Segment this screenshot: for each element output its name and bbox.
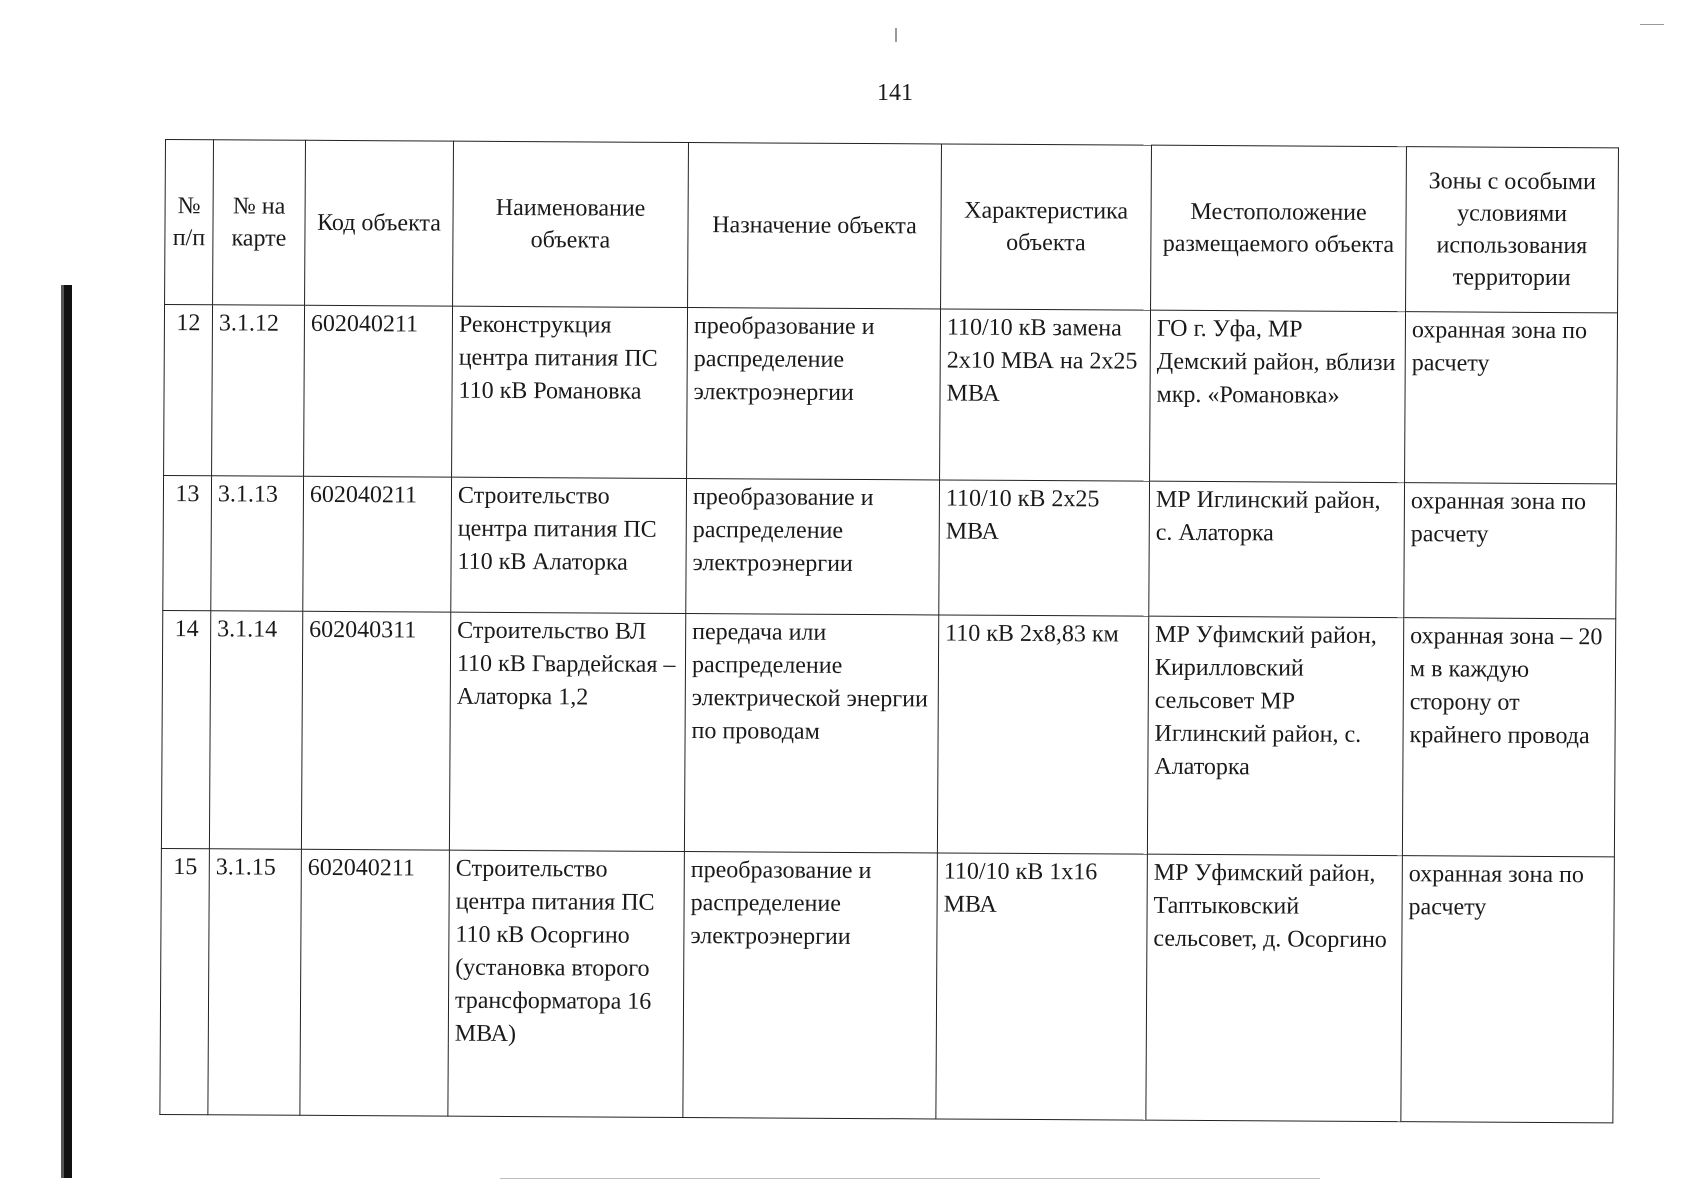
scan-edge-line (61, 285, 64, 1178)
cell-characteristics: 110/10 кВ замена 2х10 МВА на 2х25 МВА (940, 309, 1151, 481)
table-row (160, 848, 1615, 1122)
cell-zones: охранная зона по расчету (1401, 856, 1615, 1123)
cell-purpose: преобразование и распределение электроэнергии (683, 852, 938, 1119)
table-header-row (165, 140, 1619, 313)
cell-code: 602040211 (303, 476, 452, 612)
cell-name: Строительство центра питания ПС 110 кВ Алаторка (451, 477, 687, 613)
header-code: Код объекта (305, 140, 454, 306)
cell-name: Реконструкция центра питания ПС 110 кВ Романовка (452, 306, 688, 478)
header-num: № п/п (165, 140, 214, 305)
cell-zones: охранная зона по расчету (1405, 312, 1618, 484)
table-row (161, 610, 1615, 856)
cell-zones: охранная зона по расчету (1404, 483, 1617, 619)
cell-characteristics: 110/10 кВ 2х25 МВА (939, 480, 1150, 616)
scan-speck (1640, 24, 1664, 25)
cell-name: Строительство ВЛ 110 кВ Гвардейская – Алаторка 1,2 (449, 612, 685, 851)
table-row (163, 475, 1617, 618)
cell-characteristics: 110/10 кВ 1х16 МВА (936, 853, 1148, 1120)
cell-location: МР Уфимский район, Таптыковский сельсовет, д. Осоргино (1146, 854, 1403, 1121)
cell-map-no: 3.1.13 (211, 476, 304, 612)
objects-table-wrapper (159, 139, 1618, 1123)
page-number: 141 (877, 80, 913, 106)
header-name: Наименование объекта (453, 141, 689, 307)
header-characteristics: Характеристика объекта (941, 144, 1152, 310)
header-location: Местоположение размещаемого объекта (1151, 145, 1407, 311)
cell-code: 602040311 (301, 611, 450, 850)
cell-map-no: 3.1.15 (208, 849, 302, 1116)
cell-zones: охранная зона – 20 м в каждую сторону от крайнего провода (1402, 618, 1615, 857)
cell-map-no: 3.1.14 (209, 611, 302, 850)
cell-purpose: преобразование и распределение электроэнергии (686, 479, 940, 615)
cell-purpose: преобразование и распределение электроэнергии (687, 308, 941, 480)
cell-location: ГО г. Уфа, МР Демский район, вблизи мкр. «Романовка» (1150, 310, 1406, 482)
cell-num: 15 (160, 848, 210, 1114)
cell-location: МР Уфимский район, Кирилловский сельсовет МР Иглинский район, с. Алаторка (1147, 616, 1403, 855)
cell-characteristics: 110 кВ 2х8,83 км (937, 615, 1148, 854)
header-zones: Зоны с особыми условиями использования территории (1406, 147, 1619, 313)
scan-bottom-line (500, 1178, 1320, 1179)
header-purpose: Назначение объекта (688, 143, 942, 309)
cell-name: Строительство центра питания ПС 110 кВ Осоргино (установка второго трансформатора 16 МВА) (448, 850, 685, 1117)
objects-table (159, 139, 1619, 1123)
cell-purpose: передача или распределение электрической энергии по проводам (684, 614, 938, 853)
table-row (164, 305, 1618, 484)
cell-location: МР Иглинский район, с. Алаторка (1149, 481, 1405, 617)
scan-speck (895, 28, 897, 42)
cell-num: 12 (164, 305, 213, 476)
cell-num: 14 (161, 610, 210, 848)
cell-num: 13 (163, 475, 212, 610)
cell-code: 602040211 (304, 305, 453, 477)
cell-code: 602040211 (300, 849, 450, 1116)
header-map-no: № на карте (213, 140, 306, 306)
cell-map-no: 3.1.12 (212, 305, 305, 477)
